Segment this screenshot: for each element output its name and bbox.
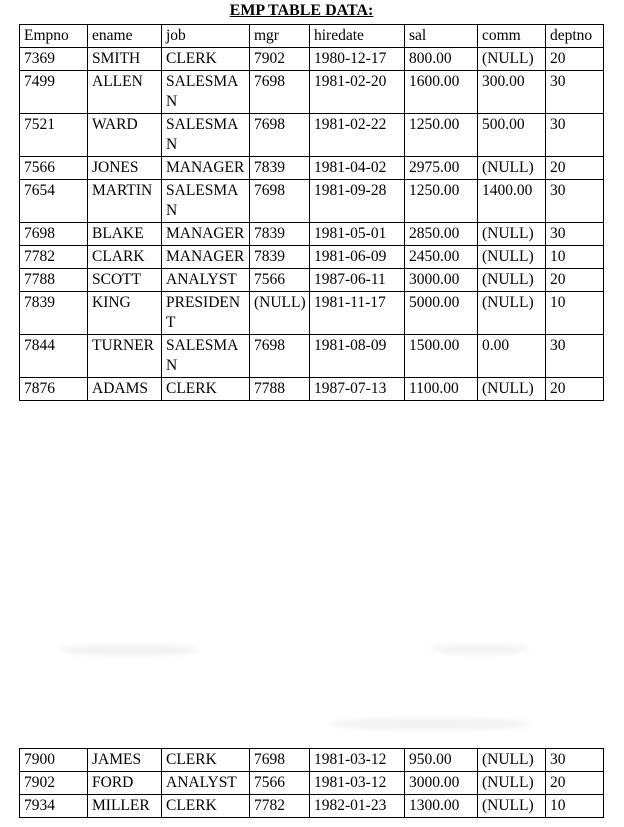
column-header: deptno [546,25,604,48]
table-cell: 20 [546,378,604,401]
table-row [20,223,604,246]
table-body [20,48,604,401]
table-cell: 7788 [250,378,310,401]
table-cell: 1100.00 [405,378,478,401]
scan-smudge [430,644,530,654]
table-cell: CLERK [162,378,250,401]
table-cell: (NULL) [478,378,546,401]
table-cell: 1981-06-09 [310,246,405,269]
table-cell: 7876 [20,378,88,401]
table-cell: 1250.00 [405,114,478,157]
column-header: hiredate [310,25,405,48]
table-cell: JONES [88,157,162,180]
table-cell: 7788 [20,269,88,292]
table-cell: KING [88,292,162,335]
table-cell: SALESMAN [162,114,250,157]
table-cell: 20 [546,157,604,180]
table-cell: 950.00 [405,749,478,772]
table-cell: 30 [546,749,604,772]
table-cell: 7566 [250,269,310,292]
table-cell: (NULL) [478,749,546,772]
table-cell: (NULL) [250,292,310,335]
table-cell: 7934 [20,795,88,818]
table-row [20,157,604,180]
table-cell: CLERK [162,795,250,818]
table-cell: 10 [546,292,604,335]
table-row [20,378,604,401]
table-cell: 3000.00 [405,772,478,795]
table-cell: SALESMAN [162,180,250,223]
table-cell: 1981-08-09 [310,335,405,378]
table-cell: 7521 [20,114,88,157]
table-cell: 30 [546,114,604,157]
table-cell: 7566 [250,772,310,795]
emp-table-continued [19,748,604,818]
table-cell: 1500.00 [405,335,478,378]
table-cell: (NULL) [478,772,546,795]
table-cell: WARD [88,114,162,157]
table-cell: 2850.00 [405,223,478,246]
table-cell: (NULL) [478,157,546,180]
table-row [20,71,604,114]
scan-smudge [60,644,200,656]
table-cell: 10 [546,795,604,818]
table-body-continued [20,749,604,818]
table-cell: 7782 [250,795,310,818]
table-cell: 2975.00 [405,157,478,180]
table-cell: 7698 [250,749,310,772]
table-cell: 7698 [250,335,310,378]
table-cell: (NULL) [478,269,546,292]
table-row [20,292,604,335]
table-cell: 800.00 [405,48,478,71]
table-cell: MANAGER [162,157,250,180]
table-cell: 7839 [250,157,310,180]
table-header-row [20,25,604,48]
table-cell: 7900 [20,749,88,772]
table-cell: ALLEN [88,71,162,114]
emp-table [19,24,604,401]
table-cell: (NULL) [478,246,546,269]
table-row [20,246,604,269]
table-cell: 7654 [20,180,88,223]
table-cell: 7369 [20,48,88,71]
column-header: job [162,25,250,48]
table-row [20,795,604,818]
table-cell: SALESMAN [162,335,250,378]
table-cell: 0.00 [478,335,546,378]
table-row [20,180,604,223]
table-cell: CLARK [88,246,162,269]
table-cell: 2450.00 [405,246,478,269]
table-cell: TURNER [88,335,162,378]
table-cell: SALESMAN [162,71,250,114]
table-cell: SCOTT [88,269,162,292]
table-cell: JAMES [88,749,162,772]
table-cell: 1981-11-17 [310,292,405,335]
table-row [20,114,604,157]
table-cell: 7698 [250,71,310,114]
table-cell: 300.00 [478,71,546,114]
table-cell: 20 [546,48,604,71]
table-cell: 1981-05-01 [310,223,405,246]
table-cell: 7844 [20,335,88,378]
table-cell: 10 [546,246,604,269]
table-cell: 30 [546,335,604,378]
table-cell: 7499 [20,71,88,114]
table-cell: (NULL) [478,223,546,246]
table-cell: 20 [546,269,604,292]
table-cell: 20 [546,772,604,795]
table-cell: MANAGER [162,246,250,269]
table-cell: 1981-03-12 [310,749,405,772]
table-cell: 7839 [20,292,88,335]
table-cell: 7782 [20,246,88,269]
table-cell: 1300.00 [405,795,478,818]
table-cell: 1250.00 [405,180,478,223]
table-cell: 30 [546,71,604,114]
table-cell: 3000.00 [405,269,478,292]
table-cell: MARTIN [88,180,162,223]
table-cell: 7698 [20,223,88,246]
table-cell: PRESIDENT [162,292,250,335]
column-header: sal [405,25,478,48]
scan-smudge [330,718,530,730]
table-cell: MILLER [88,795,162,818]
table-cell: 1400.00 [478,180,546,223]
table-cell: 1981-02-20 [310,71,405,114]
table-cell: (NULL) [478,292,546,335]
table-cell: FORD [88,772,162,795]
table-cell: 7566 [20,157,88,180]
table-row [20,48,604,71]
table-cell: CLERK [162,48,250,71]
table-cell: 1981-03-12 [310,772,405,795]
table-cell: 1987-07-13 [310,378,405,401]
table-cell: 1987-06-11 [310,269,405,292]
column-header: ename [88,25,162,48]
table-cell: 5000.00 [405,292,478,335]
table-row [20,335,604,378]
table-row [20,749,604,772]
table-cell: 1600.00 [405,71,478,114]
table-cell: 1980-12-17 [310,48,405,71]
table-cell: 500.00 [478,114,546,157]
table-cell: 1981-04-02 [310,157,405,180]
table-cell: 7902 [250,48,310,71]
table-cell: 1981-02-22 [310,114,405,157]
table-cell: MANAGER [162,223,250,246]
table-cell: 1982-01-23 [310,795,405,818]
table-cell: 7839 [250,246,310,269]
table-cell: CLERK [162,749,250,772]
table-cell: 1981-09-28 [310,180,405,223]
page-title: EMP TABLE DATA: [229,2,374,19]
column-header: Empno [20,25,88,48]
table-cell: SMITH [88,48,162,71]
column-header: comm [478,25,546,48]
table-cell: (NULL) [478,795,546,818]
table-cell: 30 [546,180,604,223]
table-cell: 30 [546,223,604,246]
table-cell: (NULL) [478,48,546,71]
table-cell: ANALYST [162,772,250,795]
table-cell: 7902 [20,772,88,795]
table-cell: 7839 [250,223,310,246]
table-cell: ANALYST [162,269,250,292]
table-row [20,269,604,292]
table-row [20,772,604,795]
table-cell: ADAMS [88,378,162,401]
table-cell: 7698 [250,114,310,157]
table-cell: 7698 [250,180,310,223]
column-header: mgr [250,25,310,48]
table-cell: BLAKE [88,223,162,246]
